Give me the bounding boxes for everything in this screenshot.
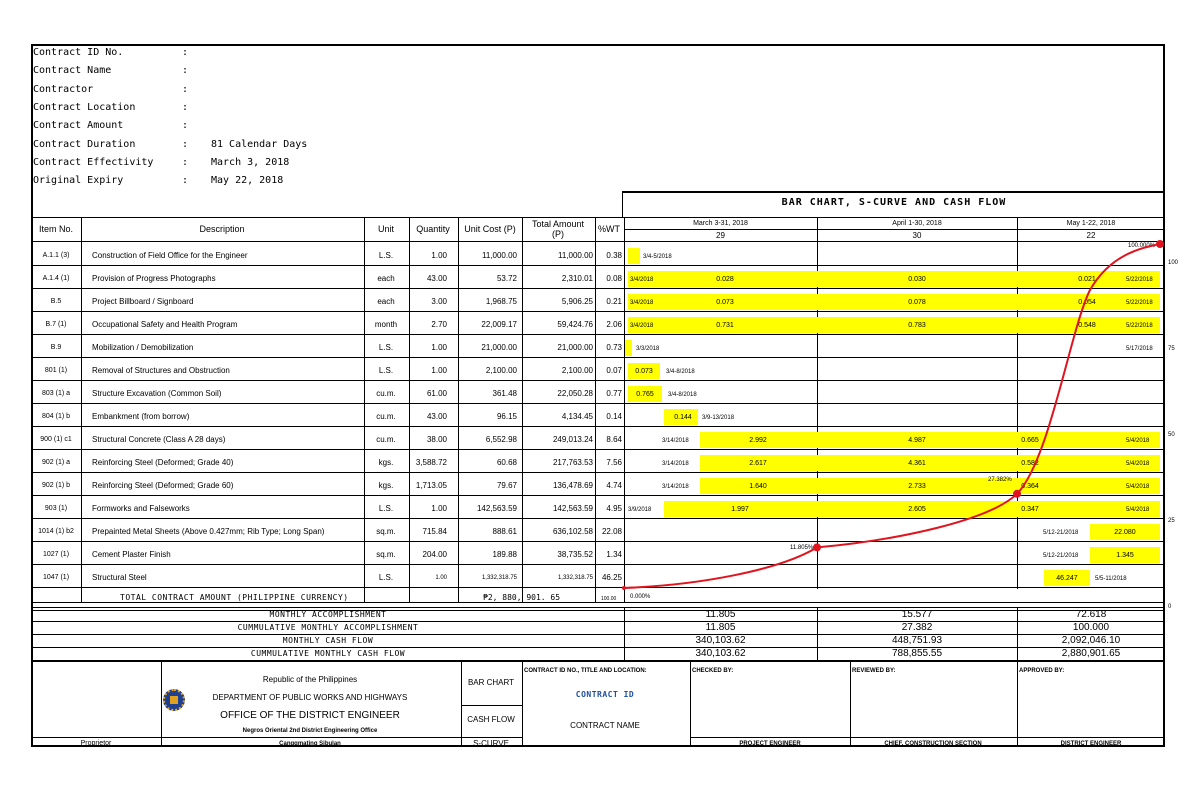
summary-value: 788,855.55: [891, 648, 943, 659]
item-unit: month: [374, 320, 398, 329]
bar-end-label: 5/22/2018: [1126, 323, 1153, 329]
header-label: Contract Duration: [33, 138, 136, 150]
bar-end-label: 5/17/2018: [1126, 346, 1153, 352]
item-unit-cost: 6,552.98: [485, 435, 517, 444]
bar-value: 0.073: [716, 299, 734, 306]
header-colon: :: [182, 101, 189, 113]
bar-start-label: 3/3/2018: [636, 346, 660, 352]
header-label: Contractor: [33, 83, 94, 95]
item-unit: kgs.: [378, 458, 394, 467]
header-value: March 3, 2018: [211, 156, 290, 168]
item-unit-cost: 96.15: [496, 412, 517, 421]
proprietor-label: Proprietor: [80, 740, 112, 747]
item-quantity: 61.00: [426, 389, 447, 398]
item-weight: 1.34: [606, 550, 622, 559]
bar-value: 2.605: [908, 506, 926, 513]
item-description: Formworks and Falseworks: [92, 504, 190, 513]
month-days: 22: [1086, 231, 1096, 240]
bar-start-label: 5/12-21/2018: [1043, 530, 1079, 536]
bar-value: 1.345: [1116, 552, 1134, 559]
item-no: 902 (1) a: [41, 459, 71, 466]
footer-column-border: [161, 661, 162, 747]
summary-value: 11.805: [705, 609, 736, 620]
bar-value: 22.080: [1114, 529, 1136, 536]
bar-start-label: 3/14/2018: [662, 438, 689, 444]
bar-value: 4.361: [908, 460, 926, 467]
item-weight: 2.06: [606, 320, 622, 329]
bar-value: 1.997: [731, 506, 749, 513]
reviewed-by-label: REVIEWED BY:: [852, 668, 896, 674]
item-quantity: 204.00: [422, 550, 447, 559]
cash-flow-label: CASH FLOW: [467, 715, 515, 724]
bar-value: 2.733: [908, 483, 926, 490]
bar-end-label: 5/22/2018: [1126, 277, 1153, 283]
office-text: OFFICE OF THE DISTRICT ENGINEER: [220, 710, 400, 721]
item-no: B.9: [50, 344, 62, 351]
header-colon: :: [182, 65, 189, 77]
bar-value: 0.144: [674, 414, 692, 421]
item-quantity: 3,588.72: [415, 458, 447, 467]
item-weight: 4.95: [606, 504, 622, 513]
item-unit: kgs.: [378, 481, 394, 490]
bar-value: 0.347: [1021, 506, 1039, 513]
summary-top-border: [31, 607, 1165, 608]
column-header-total-amount_2: (P): [552, 229, 564, 239]
item-total-amount: 5,906.25: [561, 297, 593, 306]
month-label: May 1-22, 2018: [1066, 220, 1116, 227]
item-total-amount: 1,332,318.75: [557, 575, 593, 581]
bar-value: 0.078: [908, 299, 926, 306]
s-curve-start-label: 0.000%: [630, 594, 651, 600]
item-quantity: 43.00: [426, 274, 447, 283]
header-value: 81 Calendar Days: [211, 138, 308, 150]
bar-start-label: 3/9/2018: [628, 507, 652, 513]
bar-value: 0.030: [908, 276, 926, 283]
summary-label: MONTHLY ACCOMPLISHMENT: [269, 610, 387, 619]
s-curve-label: S-CURVE: [473, 739, 509, 748]
footer-column-border: [461, 661, 462, 747]
item-no: 801 (1): [44, 367, 68, 374]
item-unit: each: [377, 274, 395, 283]
item-description: Structural Concrete (Class A 28 days): [92, 435, 226, 444]
bar-value: 0.073: [635, 368, 653, 375]
summary-value: 2,880,901.65: [1061, 648, 1121, 659]
month-label: April 1-30, 2018: [892, 220, 942, 227]
item-unit: L.S.: [378, 366, 394, 375]
bar-value: 46.247: [1056, 575, 1078, 582]
item-unit-cost: 2,100.00: [485, 366, 517, 375]
summary-column-border: [1017, 607, 1018, 660]
location-text: Canggmating Sibulan: [279, 741, 341, 747]
footer-mid-line1: [461, 705, 522, 706]
summary-label: CUMMULATIVE MONTHLY ACCOMPLISHMENT: [237, 623, 419, 632]
checked-by-label: CHECKED BY:: [692, 668, 734, 674]
item-unit-cost: 1,968.75: [485, 297, 517, 306]
item-unit-cost: 60.68: [496, 458, 517, 467]
summary-label: CUMMULATIVE MONTHLY CASH FLOW: [250, 649, 406, 658]
bar-value: 4.987: [908, 437, 926, 444]
bar-end-label: 5/4/2018: [1126, 438, 1150, 444]
department-text: DEPARTMENT OF PUBLIC WORKS AND HIGHWAYS: [212, 693, 408, 702]
bar-chart-label: BAR CHART: [467, 678, 515, 687]
item-total-amount: 22,050.28: [557, 389, 593, 398]
item-quantity: 3.00: [431, 297, 447, 306]
item-unit-cost: 21,000.00: [481, 343, 517, 352]
item-total-amount: 2,310.01: [561, 274, 593, 283]
summary-value: 11.805: [705, 622, 736, 633]
footer-column-border: [522, 661, 523, 747]
item-description: Construction of Field Office for the Engineer: [92, 251, 248, 260]
item-weight: 7.56: [606, 458, 622, 467]
item-quantity: 1.00: [431, 504, 447, 513]
bar-start-label: 3/4/2018: [630, 300, 654, 306]
footer-column-border: [690, 661, 691, 747]
footer-column-border: [850, 661, 851, 747]
summary-value: 72.618: [1075, 609, 1107, 620]
bar-start-label: 3/4-8/2018: [668, 392, 697, 398]
item-description: Structure Excavation (Common Soil): [92, 389, 222, 398]
item-no: 900 (1) c1: [40, 436, 72, 443]
item-unit: cu.m.: [376, 389, 396, 398]
header-label: Contract Amount: [33, 120, 124, 132]
bar-start-label: 3/14/2018: [662, 461, 689, 467]
header-colon: :: [182, 156, 189, 168]
total-amount: ₱2, 880, 901. 65: [483, 593, 561, 602]
item-unit-cost: 53.72: [496, 274, 517, 283]
column-header-item-no: Item No.: [38, 224, 74, 234]
summary-value: 100.000: [1072, 622, 1110, 633]
item-unit-cost: 361.48: [492, 389, 517, 398]
month-days: 29: [716, 231, 725, 240]
header-label: Contract ID No.: [33, 47, 124, 58]
column-header-description: Description: [199, 224, 245, 234]
bar-value: 0.054: [1078, 299, 1096, 306]
s-curve-axis-tick: 75: [1168, 346, 1175, 352]
header-label: Contract Effectivity: [33, 156, 154, 168]
item-unit-cost: 79.67: [496, 481, 517, 490]
item-no: A.1.4 (1): [42, 275, 70, 282]
item-no: 1027 (1): [42, 551, 70, 558]
s-curve-point-label: 11.805%: [790, 545, 814, 551]
bar-value: 0.765: [636, 391, 654, 398]
contract-id-text: CONTRACT ID: [575, 690, 635, 699]
contract-name-text: CONTRACT NAME: [570, 721, 640, 730]
chief-label: CHIEF, CONSTRUCTION SECTION: [884, 741, 982, 747]
item-description: Cement Plaster Finish: [92, 550, 171, 559]
item-no: A.1.1 (3): [42, 252, 70, 259]
summary-value: 448,751.93: [891, 635, 943, 646]
item-unit: L.S.: [378, 573, 394, 582]
summary-value: 2,092,046.10: [1061, 635, 1121, 646]
month-label: March 3-31, 2018: [693, 220, 748, 227]
summary-row-border: [31, 634, 1165, 635]
s-curve-axis-tick: 0: [1168, 604, 1172, 610]
bar-start-label: 3/4/2018: [630, 277, 654, 283]
bar-start-label: 3/14/2018: [662, 484, 689, 490]
item-unit-cost: 142,563.59: [476, 504, 517, 513]
column-header-unit-cost: Unit Cost (P): [464, 224, 516, 234]
item-quantity: 1,713.05: [415, 481, 447, 490]
project-engineer-label: PROJECT ENGINEER: [739, 741, 801, 747]
summary-column-border: [817, 607, 818, 660]
item-total-amount: 249,013.24: [552, 435, 593, 444]
approved-by-label: APPROVED BY:: [1019, 668, 1065, 674]
summary-value: 15.577: [901, 609, 933, 620]
item-description: Project Billboard / Signboard: [92, 297, 194, 306]
item-total-amount: 4,134.45: [561, 412, 593, 421]
bar-start-label: 3/4/2018: [630, 323, 654, 329]
total-weight: 100.00: [601, 596, 617, 602]
summary-value: 340,103.62: [695, 648, 746, 659]
contract-header-label: CONTRACT ID NO., TITLE AND LOCATION:: [524, 668, 647, 674]
bar-start-label: 5/12-21/2018: [1043, 553, 1079, 559]
item-unit: sq.m.: [376, 550, 396, 559]
s-curve-point: [813, 543, 821, 551]
item-quantity: 1.00: [435, 575, 447, 581]
s-curve-axis-tick: 50: [1168, 432, 1175, 438]
bar-start-label: 5/5-11/2018: [1095, 576, 1127, 582]
item-total-amount: 142,563.59: [552, 504, 593, 513]
bar-value: 2.617: [749, 460, 767, 467]
bar-start-label: 3/9-13/2018: [702, 415, 735, 421]
header-label: Contract Location: [33, 101, 136, 113]
item-total-amount: 636,102.58: [552, 527, 593, 536]
column-header-unit: Unit: [377, 224, 395, 234]
footer-signature-line: [690, 737, 1165, 738]
item-no: 902 (1) b: [41, 482, 71, 489]
column-header-quantity: Quantity: [416, 224, 450, 234]
item-no: B.5: [50, 298, 62, 305]
bar-value: 0.364: [1021, 483, 1039, 490]
bar-value: 0.665: [1021, 437, 1039, 444]
s-curve-line: [624, 244, 1160, 588]
bar-end-label: 5/4/2018: [1126, 461, 1150, 467]
item-quantity: 1.00: [431, 343, 447, 352]
item-no: 803 (1) a: [41, 390, 71, 397]
bar-end-label: 5/22/2018: [1126, 300, 1153, 306]
item-description: Provision of Progress Photographs: [92, 274, 216, 283]
item-unit: cu.m.: [376, 412, 396, 421]
item-total-amount: 11,000.00: [558, 251, 593, 260]
item-unit-cost: 189.88: [492, 550, 517, 559]
item-weight: 0.73: [606, 343, 622, 352]
summary-row-border: [31, 621, 1165, 622]
summary-value: 27.382: [901, 622, 933, 633]
header-colon: :: [182, 47, 189, 58]
header-colon: :: [182, 83, 189, 95]
footer-mid-line2: [461, 737, 522, 738]
bar-end-label: 5/4/2018: [1126, 484, 1150, 490]
header-colon: :: [182, 175, 189, 187]
s-curve-axis-tick: 100: [1168, 260, 1179, 266]
s-curve-point-label: 100.000%: [1128, 243, 1156, 249]
item-weight: 0.38: [606, 251, 622, 260]
item-quantity: 43.00: [426, 412, 447, 421]
item-total-amount: 2,100.00: [561, 366, 593, 375]
bar-value: 0.783: [908, 322, 926, 329]
item-weight: 0.14: [606, 412, 622, 421]
column-header-total-amount_1: Total Amount: [531, 219, 585, 229]
bar-value: 2.992: [749, 437, 767, 444]
summary-label: MONTHLY CASH FLOW: [282, 636, 374, 645]
item-description: Mobilization / Demobilization: [92, 343, 194, 352]
item-no: 1047 (1): [42, 574, 70, 581]
header-value: May 22, 2018: [211, 175, 284, 187]
column-header-wt: %WT: [598, 224, 620, 234]
bar-end-label: 5/4/2018: [1126, 507, 1150, 513]
item-unit-cost: 1,332,318.75: [481, 575, 517, 581]
item-weight: 0.77: [606, 389, 622, 398]
item-quantity: 2.70: [431, 320, 447, 329]
chart-title: BAR CHART, S-CURVE AND CASH FLOW: [781, 197, 1007, 208]
item-quantity: 38.00: [426, 435, 447, 444]
district-engineer-label: DISTRICT ENGINEER: [1060, 741, 1122, 747]
footer-column-border: [1017, 661, 1018, 747]
item-unit: sq.m.: [376, 527, 396, 536]
item-unit: L.S.: [378, 504, 394, 513]
item-unit: L.S.: [378, 251, 394, 260]
item-no: 903 (1): [44, 505, 68, 512]
summary-value: 340,103.62: [695, 635, 746, 646]
item-unit-cost: 22,009.17: [481, 320, 517, 329]
item-weight: 0.21: [606, 297, 622, 306]
item-total-amount: 136,478.69: [552, 481, 593, 490]
s-curve-axis-tick: 25: [1168, 518, 1175, 524]
s-curve-point: [1156, 240, 1164, 248]
item-unit: L.S.: [378, 343, 394, 352]
item-weight: 46.25: [601, 573, 622, 582]
summary-column-border: [624, 607, 625, 660]
item-weight: 8.64: [606, 435, 622, 444]
item-description: Removal of Structures and Obstruction: [92, 366, 230, 375]
month-days: 30: [912, 231, 922, 240]
item-total-amount: 217,763.53: [552, 458, 593, 467]
header-label: Original Expiry: [33, 175, 124, 187]
item-quantity: 1.00: [431, 366, 447, 375]
item-description: Occupational Safety and Health Program: [92, 320, 238, 329]
seal-inner: [170, 696, 178, 704]
footer-top-border: [31, 660, 1165, 662]
item-unit: cu.m.: [376, 435, 396, 444]
item-unit-cost: 11,000.00: [482, 251, 517, 260]
item-unit-cost: 888.61: [492, 527, 517, 536]
header-colon: :: [182, 138, 189, 150]
total-label: TOTAL CONTRACT AMOUNT (PHILIPPINE CURRENCY): [120, 593, 349, 602]
bar-value: 0.021: [1078, 276, 1096, 283]
item-quantity: 715.84: [422, 527, 447, 536]
item-no: B.7 (1): [45, 321, 67, 328]
item-description: Structural Steel: [92, 573, 147, 582]
bar-value: 0.028: [716, 276, 734, 283]
bar-value: 0.582: [1021, 460, 1039, 467]
bar-value: 0.548: [1078, 322, 1096, 329]
bar-value: 1.640: [749, 483, 767, 490]
item-weight: 0.08: [606, 274, 622, 283]
item-no: 1014 (1) b2: [38, 528, 74, 535]
footer-proprietor-line: [31, 737, 461, 738]
bar-value: 0.731: [716, 322, 734, 329]
item-total-amount: 38,735.52: [557, 550, 593, 559]
item-description: Reinforcing Steel (Deformed; Grade 60): [92, 481, 234, 490]
item-weight: 22.08: [601, 527, 622, 536]
header-colon: :: [182, 120, 189, 132]
district-text: Negros Oriental 2nd District Engineering Office: [242, 728, 378, 734]
item-unit: each: [377, 297, 395, 306]
s-curve-point-label: 27.382%: [988, 477, 1012, 483]
item-weight: 0.07: [606, 366, 622, 375]
item-weight: 4.74: [606, 481, 622, 490]
item-quantity: 1.00: [431, 251, 447, 260]
bar-start-label: 3/4-8/2018: [666, 369, 695, 375]
item-total-amount: 59,424.76: [557, 320, 593, 329]
republic-text: Republic of the Philippines: [262, 675, 358, 684]
item-total-amount: 21,000.00: [557, 343, 593, 352]
s-curve-point: [1013, 490, 1021, 498]
item-description: Prepainted Metal Sheets (Above 0.427mm; Rib Type; Long Span): [92, 527, 325, 536]
item-description: Reinforcing Steel (Deformed; Grade 40): [92, 458, 234, 467]
dpwh-seal-icon: [163, 689, 185, 711]
summary-row-border: [31, 647, 1165, 648]
header-label: Contract Name: [33, 65, 112, 77]
item-no: 804 (1) b: [41, 413, 71, 420]
bar-start-label: 3/4-5/2018: [643, 254, 672, 260]
s-curve-point: [622, 586, 626, 590]
item-description: Embankment (from borrow): [92, 412, 190, 421]
